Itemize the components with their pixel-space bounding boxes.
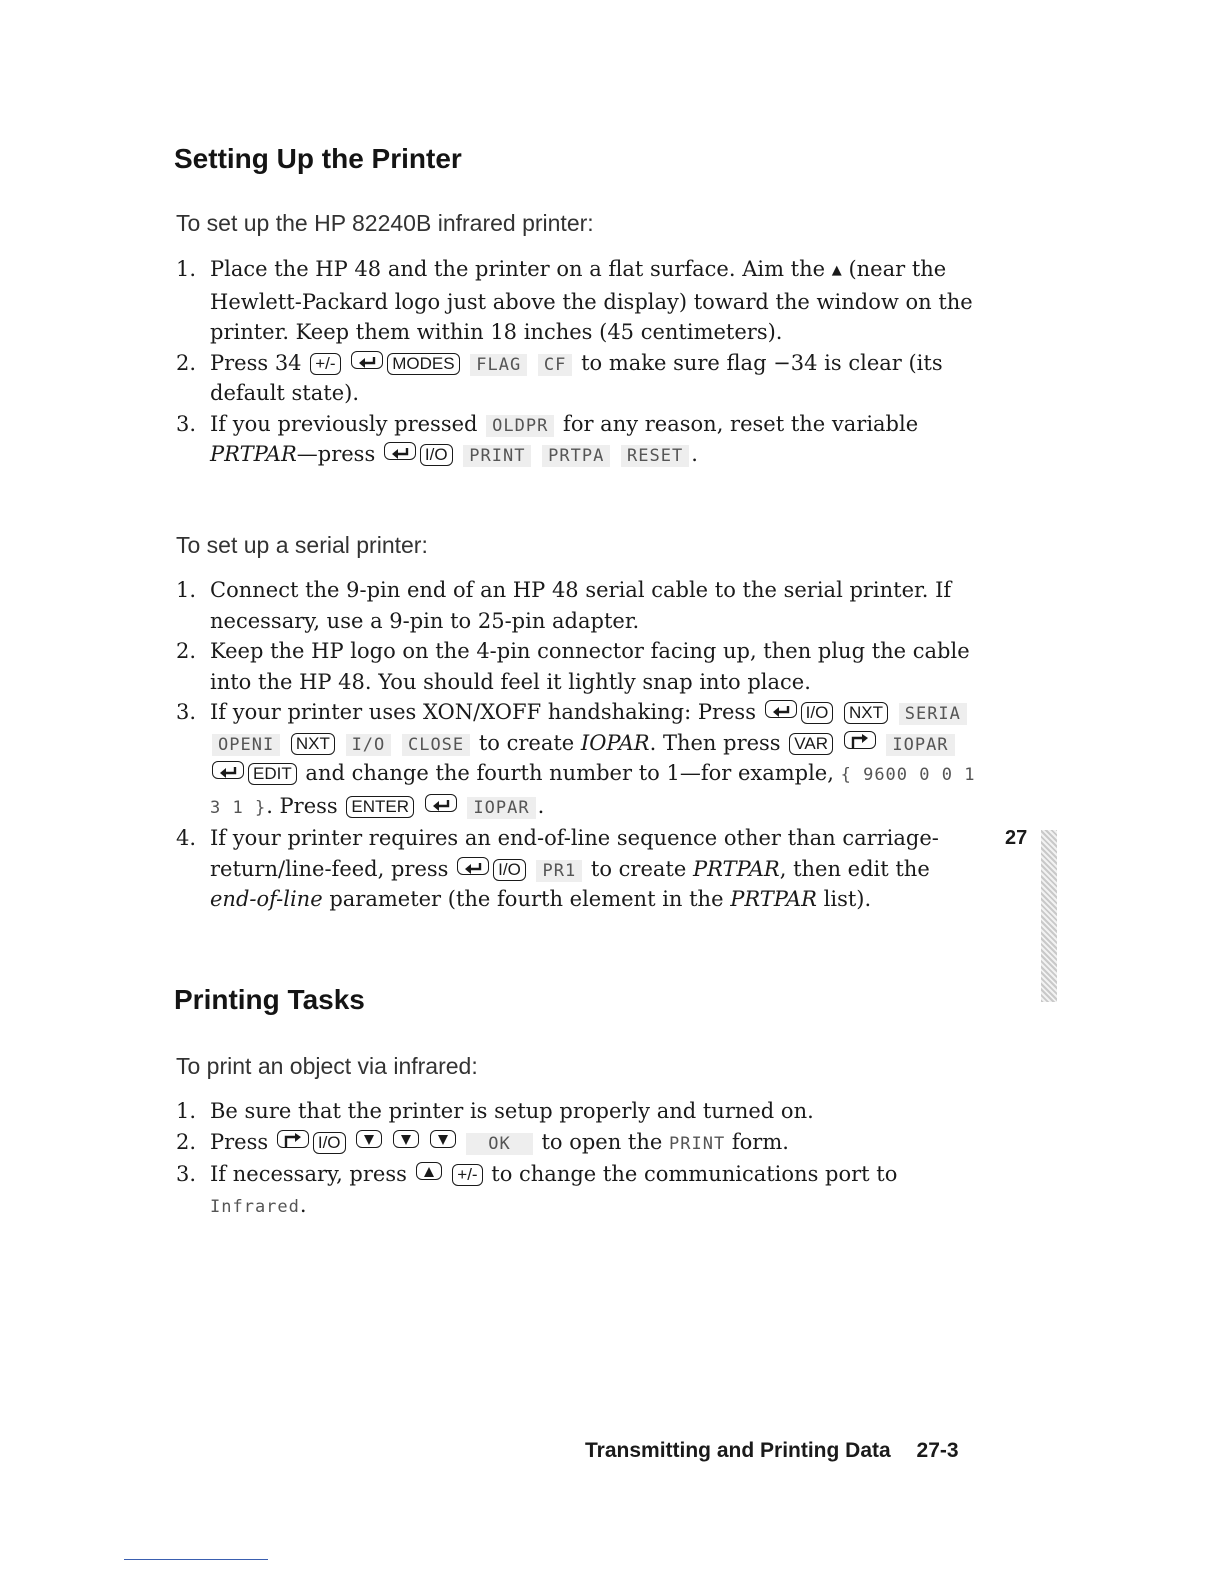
heading-infrared-setup: To set up the HP 82240B infrared printer:: [176, 210, 594, 236]
menu-label-seria: SERIA: [899, 703, 967, 725]
left-shift-arrow-icon: [464, 860, 482, 874]
left-shift-key: [351, 351, 383, 369]
chapter-thumb-tab: [1041, 830, 1057, 1002]
down-arrow-key: [356, 1130, 382, 1148]
menu-label-iopar: IOPAR: [886, 734, 954, 756]
menu-label-flag: FLAG: [470, 354, 527, 376]
menu-label-iopar: IOPAR: [467, 797, 535, 819]
list-item: 1. Place the HP 48 and the printer on a flat surface. Aim the ▲ (near the Hewlett-Packard logo just above the display) toward the window on the printer. Keep them within 18 inches (45 centimeters).: [176, 257, 973, 344]
menu-label-oldpr: OLDPR: [486, 415, 554, 437]
nxt-key: NXT: [291, 733, 335, 755]
down-arrow-icon: [363, 1133, 375, 1147]
down-arrow-key: [393, 1130, 419, 1148]
left-shift-key: [765, 700, 797, 718]
list-item: 1. Be sure that the printer is setup properly and turned on.: [176, 1099, 814, 1123]
list-item: 2. Keep the HP logo on the 4-pin connector facing up, then plug the cable into the HP 48. You should feel it lightly snap into place.: [176, 639, 970, 694]
infrared-setup-steps: [176, 254, 976, 470]
io-key: I/O: [801, 702, 834, 724]
plus-minus-key: +/-: [452, 1164, 482, 1186]
var-key: VAR: [789, 733, 833, 755]
serial-setup-steps: [176, 575, 976, 915]
print-infrared-steps: [176, 1096, 976, 1222]
left-shift-key: [384, 442, 416, 460]
list-item: 3. If you previously pressed OLDPR for any reason, reset the variable PRTPAR—press I/O PRINT PRTPA RESET .: [176, 411, 919, 466]
heading-print-infrared: To print an object via infrared:: [176, 1053, 478, 1079]
enter-key: ENTER: [346, 796, 414, 818]
left-shift-key: [425, 794, 457, 812]
modes-key: MODES: [387, 353, 459, 375]
left-shift-key: [457, 857, 489, 875]
list-item: 4. If your printer requires an end-of-line sequence other than carriage-return/line-feed, press I/O PR1 to create PRTPAR, then edit the end-of-line parameter (the fourth element in the PRTPAR list).: [176, 826, 939, 911]
menu-label-reset: RESET: [621, 445, 689, 467]
menu-label-openi: OPENI: [212, 734, 280, 756]
right-shift-key: [844, 731, 876, 749]
list-item: 1. Connect the 9-pin end of an HP 48 serial cable to the serial printer. If necessary, use a 9-pin to 25-pin adapter.: [176, 578, 952, 633]
left-shift-key: [212, 761, 244, 779]
section-title-setup: Setting Up the Printer: [174, 143, 462, 174]
bottom-rule: [124, 1559, 268, 1560]
left-shift-arrow-icon: [432, 797, 450, 811]
list-item: 2. Press 34 +/- MODES FLAG CF to make sure flag −34 is clear (its default state).: [176, 350, 943, 405]
list-item: 2. Press I/O OK to open the PRINT form.: [176, 1129, 789, 1154]
section-title-printing-tasks: Printing Tasks: [174, 984, 365, 1015]
plus-minus-key: +/-: [310, 353, 340, 375]
display-print-label: PRINT: [669, 1133, 726, 1154]
left-shift-arrow-icon: [219, 764, 237, 778]
menu-label-print: PRINT: [463, 445, 531, 467]
left-shift-arrow-icon: [772, 703, 790, 717]
menu-label-pr1: PR1: [536, 860, 582, 882]
down-arrow-key: [430, 1130, 456, 1148]
io-key: I/O: [313, 1132, 346, 1154]
down-arrow-icon: [437, 1133, 449, 1147]
right-shift-arrow-icon: [284, 1133, 302, 1147]
footer-chapter-title: Transmitting and Printing Data: [585, 1439, 891, 1462]
display-infrared-value: Infrared: [210, 1196, 300, 1217]
right-shift-arrow-icon: [851, 734, 869, 748]
down-arrow-icon: [400, 1133, 412, 1147]
edit-key: EDIT: [248, 763, 297, 785]
up-arrow-key: [416, 1162, 442, 1180]
right-shift-key: [277, 1130, 309, 1148]
list-item: 3. If your printer uses XON/XOFF handshaking: Press I/O NXT SERIA OPENI NXT I/O CLOSE to create IOPAR. Then press VAR IOPAR EDIT and change the fourth number to 1—for example, { 9600 0 0 1 3 1 }. Press ENTER IOPAR .: [176, 700, 976, 818]
menu-label-cf: CF: [538, 354, 572, 376]
menu-label-prtpa: PRTPA: [542, 445, 610, 467]
page-footer: [585, 1439, 959, 1463]
left-shift-arrow-icon: [391, 445, 409, 459]
left-shift-arrow-icon: [358, 354, 376, 368]
io-key: I/O: [420, 444, 453, 466]
up-triangle-icon: ▲: [831, 263, 842, 278]
display-list-value: { 9600 0 0 1 3 1 }: [210, 765, 976, 818]
io-key: I/O: [493, 859, 526, 881]
nxt-key: NXT: [844, 702, 888, 724]
chapter-number: 27: [1005, 827, 1028, 849]
menu-label-io: I/O: [346, 734, 392, 756]
menu-label-ok: OK: [466, 1133, 532, 1155]
page-number: 27-3: [916, 1439, 959, 1462]
menu-label-close: CLOSE: [402, 734, 470, 756]
up-arrow-icon: [423, 1165, 435, 1179]
list-item: 3. If necessary, press +/- to change the communications port to Infrared.: [176, 1162, 898, 1217]
heading-serial-setup: To set up a serial printer:: [176, 532, 428, 558]
